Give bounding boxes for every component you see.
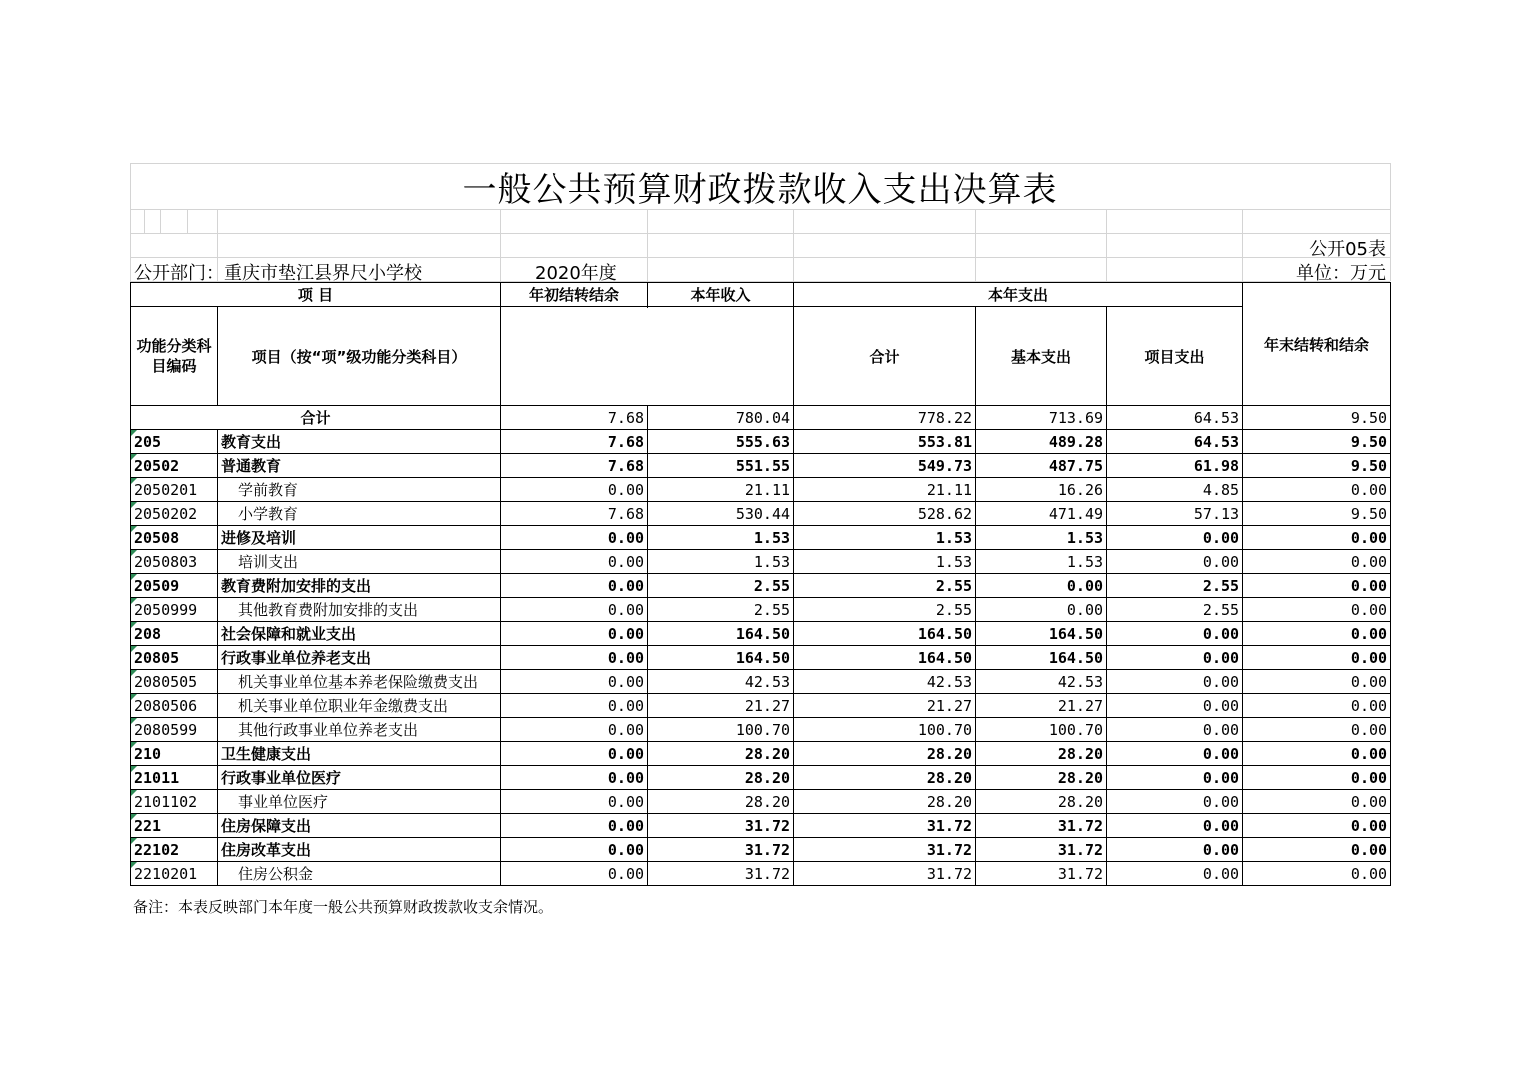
row-project: 0.00: [1107, 718, 1243, 742]
row-closing: 0.00: [1243, 478, 1391, 502]
row-basic: 28.20: [976, 790, 1107, 814]
row-opening: 0.00: [501, 814, 648, 838]
row-code: 208: [131, 622, 218, 646]
row-project: 0.00: [1107, 814, 1243, 838]
row-name: 其他教育费附加安排的支出: [218, 598, 501, 622]
total-total: 778.22: [794, 406, 976, 430]
total-row: [131, 406, 1391, 430]
table-row: [131, 430, 1391, 454]
row-total: 28.20: [794, 766, 976, 790]
header-total: 合计: [794, 307, 976, 406]
page-title: 一般公共预算财政拨款收入支出决算表: [462, 169, 1058, 210]
table-row: [131, 526, 1391, 550]
total-opening: 7.68: [501, 406, 648, 430]
row-total: 42.53: [794, 670, 976, 694]
year-label: 2020年度: [535, 263, 617, 284]
row-project: 61.98: [1107, 454, 1243, 478]
row-name: 教育费附加安排的支出: [218, 574, 501, 598]
row-closing: 0.00: [1243, 694, 1391, 718]
row-opening: 0.00: [501, 838, 648, 862]
row-income: 100.70: [648, 718, 794, 742]
row-basic: 100.70: [976, 718, 1107, 742]
row-project: 0.00: [1107, 838, 1243, 862]
row-closing: 0.00: [1243, 766, 1391, 790]
row-income: 42.53: [648, 670, 794, 694]
header-project: 项目支出: [1107, 307, 1243, 406]
row-total: 528.62: [794, 502, 976, 526]
total-income: 780.04: [648, 406, 794, 430]
row-opening: 0.00: [501, 550, 648, 574]
row-code: 2080599: [131, 718, 218, 742]
row-opening: 0.00: [501, 862, 648, 886]
row-opening: 0.00: [501, 526, 648, 550]
form-number: 公开05表: [1309, 239, 1386, 260]
table-row: [131, 454, 1391, 478]
row-code: 2080505: [131, 670, 218, 694]
row-project: 0.00: [1107, 670, 1243, 694]
row-code: 221: [131, 814, 218, 838]
header-closing: 年末结转和结余: [1243, 283, 1391, 406]
row-income: 31.72: [648, 862, 794, 886]
row-income: 28.20: [648, 742, 794, 766]
row-opening: 0.00: [501, 478, 648, 502]
row-income: 530.44: [648, 502, 794, 526]
row-name: 教育支出: [218, 430, 501, 454]
row-income: 21.27: [648, 694, 794, 718]
row-opening: 7.68: [501, 430, 648, 454]
row-project: 0.00: [1107, 766, 1243, 790]
row-code: 2050201: [131, 478, 218, 502]
row-project: 0.00: [1107, 646, 1243, 670]
row-basic: 164.50: [976, 622, 1107, 646]
row-closing: 0.00: [1243, 598, 1391, 622]
table-row: [131, 478, 1391, 502]
row-basic: 1.53: [976, 526, 1107, 550]
table-row: [131, 766, 1391, 790]
header-name: 项目（按“项”级功能分类科目）: [218, 307, 501, 406]
row-closing: 0.00: [1243, 526, 1391, 550]
row-income: 555.63: [648, 430, 794, 454]
total-project: 64.53: [1107, 406, 1243, 430]
row-closing: 0.00: [1243, 790, 1391, 814]
row-total: 164.50: [794, 646, 976, 670]
row-closing: 9.50: [1243, 430, 1391, 454]
row-name: 培训支出: [218, 550, 501, 574]
row-name: 住房保障支出: [218, 814, 501, 838]
row-project: 0.00: [1107, 742, 1243, 766]
table-row: [131, 670, 1391, 694]
row-basic: 21.27: [976, 694, 1107, 718]
row-income: 28.20: [648, 766, 794, 790]
row-name: 住房公积金: [218, 862, 501, 886]
row-total: 549.73: [794, 454, 976, 478]
row-total: 1.53: [794, 550, 976, 574]
row-basic: 487.75: [976, 454, 1107, 478]
row-basic: 31.72: [976, 814, 1107, 838]
table-row: [131, 862, 1391, 886]
row-total: 2.55: [794, 574, 976, 598]
row-closing: 0.00: [1243, 742, 1391, 766]
row-code: 21011: [131, 766, 218, 790]
header-item-group: 项 目: [131, 283, 501, 307]
row-total: 31.72: [794, 814, 976, 838]
header-opening: 年初结转结余: [501, 283, 648, 307]
row-closing: 0.00: [1243, 574, 1391, 598]
row-opening: 0.00: [501, 574, 648, 598]
row-project: 57.13: [1107, 502, 1243, 526]
row-name: 社会保障和就业支出: [218, 622, 501, 646]
row-project: 2.55: [1107, 598, 1243, 622]
row-income: 551.55: [648, 454, 794, 478]
row-income: 164.50: [648, 622, 794, 646]
row-opening: 7.68: [501, 502, 648, 526]
row-code: 22102: [131, 838, 218, 862]
footnote: 备注：本表反映部门本年度一般公共预算财政拨款收支余情况。: [133, 898, 554, 916]
row-opening: 0.00: [501, 790, 648, 814]
row-name: 住房改革支出: [218, 838, 501, 862]
row-income: 164.50: [648, 646, 794, 670]
row-total: 21.11: [794, 478, 976, 502]
row-income: 21.11: [648, 478, 794, 502]
table-row: [131, 814, 1391, 838]
row-closing: 9.50: [1243, 454, 1391, 478]
row-project: 2.55: [1107, 574, 1243, 598]
row-name: 机关事业单位基本养老保险缴费支出: [218, 670, 501, 694]
row-total: 31.72: [794, 838, 976, 862]
row-closing: 0.00: [1243, 718, 1391, 742]
row-income: 2.55: [648, 598, 794, 622]
table-row: [131, 790, 1391, 814]
row-name: 机关事业单位职业年金缴费支出: [218, 694, 501, 718]
table-row: [131, 694, 1391, 718]
row-basic: 1.53: [976, 550, 1107, 574]
row-opening: 7.68: [501, 454, 648, 478]
row-code: 205: [131, 430, 218, 454]
row-closing: 0.00: [1243, 862, 1391, 886]
row-code: 2080506: [131, 694, 218, 718]
row-closing: 0.00: [1243, 670, 1391, 694]
row-opening: 0.00: [501, 694, 648, 718]
row-income: 2.55: [648, 574, 794, 598]
row-total: 1.53: [794, 526, 976, 550]
table-row: [131, 550, 1391, 574]
row-project: 0.00: [1107, 622, 1243, 646]
department-label: 公开部门：重庆市垫江县界尺小学校: [134, 263, 422, 284]
table-row: [131, 502, 1391, 526]
row-name: 行政事业单位养老支出: [218, 646, 501, 670]
row-income: 1.53: [648, 550, 794, 574]
row-name: 小学教育: [218, 502, 501, 526]
row-basic: 0.00: [976, 598, 1107, 622]
row-code: 20509: [131, 574, 218, 598]
row-closing: 0.00: [1243, 814, 1391, 838]
row-closing: 0.00: [1243, 838, 1391, 862]
row-name: 普通教育: [218, 454, 501, 478]
row-total: 28.20: [794, 790, 976, 814]
table-row: [131, 574, 1391, 598]
total-basic: 713.69: [976, 406, 1107, 430]
row-basic: 31.72: [976, 862, 1107, 886]
row-code: 2050202: [131, 502, 218, 526]
row-opening: 0.00: [501, 598, 648, 622]
unit-label: 单位：万元: [1296, 263, 1386, 284]
row-code: 2210201: [131, 862, 218, 886]
row-basic: 164.50: [976, 646, 1107, 670]
row-project: 0.00: [1107, 550, 1243, 574]
row-basic: 28.20: [976, 766, 1107, 790]
row-basic: 31.72: [976, 838, 1107, 862]
row-basic: 28.20: [976, 742, 1107, 766]
table-row: [131, 838, 1391, 862]
header-income: 本年收入: [648, 283, 794, 307]
row-name: 事业单位医疗: [218, 790, 501, 814]
row-code: 20502: [131, 454, 218, 478]
budget-table: [130, 282, 1391, 886]
row-opening: 0.00: [501, 646, 648, 670]
row-basic: 16.26: [976, 478, 1107, 502]
row-code: 2050999: [131, 598, 218, 622]
row-project: 0.00: [1107, 790, 1243, 814]
row-total: 21.27: [794, 694, 976, 718]
table-row: [131, 718, 1391, 742]
row-closing: 0.00: [1243, 646, 1391, 670]
row-basic: 0.00: [976, 574, 1107, 598]
row-opening: 0.00: [501, 742, 648, 766]
row-opening: 0.00: [501, 622, 648, 646]
row-closing: 9.50: [1243, 502, 1391, 526]
row-income: 1.53: [648, 526, 794, 550]
row-income: 28.20: [648, 790, 794, 814]
row-total: 2.55: [794, 598, 976, 622]
table-row: [131, 622, 1391, 646]
row-income: 31.72: [648, 838, 794, 862]
row-name: 卫生健康支出: [218, 742, 501, 766]
row-project: 0.00: [1107, 862, 1243, 886]
header-basic: 基本支出: [976, 307, 1107, 406]
row-total: 28.20: [794, 742, 976, 766]
row-basic: 42.53: [976, 670, 1107, 694]
row-name: 学前教育: [218, 478, 501, 502]
table-row: [131, 742, 1391, 766]
header-expense-group: 本年支出: [794, 283, 1243, 307]
row-total: 31.72: [794, 862, 976, 886]
row-income: 31.72: [648, 814, 794, 838]
row-basic: 489.28: [976, 430, 1107, 454]
row-closing: 0.00: [1243, 550, 1391, 574]
row-closing: 0.00: [1243, 622, 1391, 646]
row-code: 20508: [131, 526, 218, 550]
row-code: 20805: [131, 646, 218, 670]
row-code: 2050803: [131, 550, 218, 574]
total-label: 合计: [131, 406, 501, 430]
row-opening: 0.00: [501, 718, 648, 742]
row-opening: 0.00: [501, 766, 648, 790]
row-opening: 0.00: [501, 670, 648, 694]
row-project: 64.53: [1107, 430, 1243, 454]
row-total: 164.50: [794, 622, 976, 646]
row-project: 4.85: [1107, 478, 1243, 502]
row-code: 2101102: [131, 790, 218, 814]
row-name: 进修及培训: [218, 526, 501, 550]
header-code: 功能分类科目编码: [131, 307, 218, 406]
table-row: [131, 646, 1391, 670]
row-total: 553.81: [794, 430, 976, 454]
row-total: 100.70: [794, 718, 976, 742]
row-name: 其他行政事业单位养老支出: [218, 718, 501, 742]
row-project: 0.00: [1107, 694, 1243, 718]
table-row: [131, 598, 1391, 622]
row-code: 210: [131, 742, 218, 766]
total-closing: 9.50: [1243, 406, 1391, 430]
row-basic: 471.49: [976, 502, 1107, 526]
row-name: 行政事业单位医疗: [218, 766, 501, 790]
row-project: 0.00: [1107, 526, 1243, 550]
